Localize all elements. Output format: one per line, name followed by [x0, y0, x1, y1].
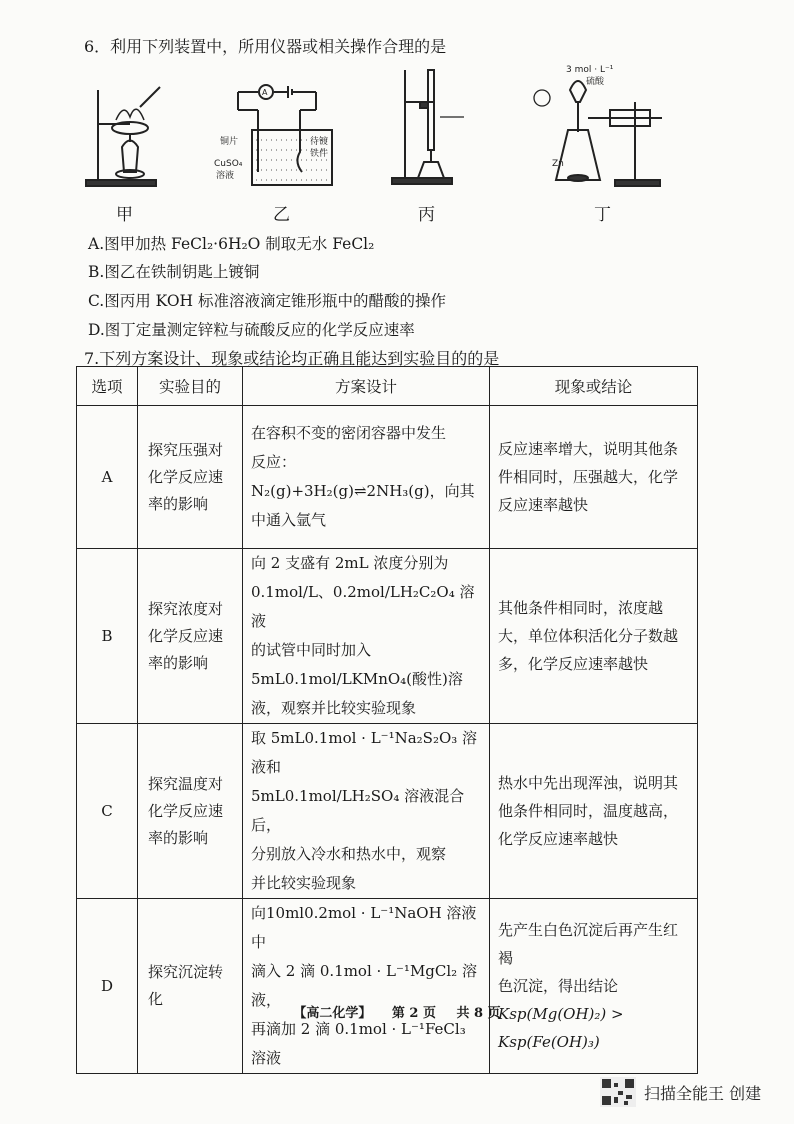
design-line: 向 2 支盛有 2mL 浓度分别为	[251, 554, 449, 572]
design-line: 再滴加 2 滴 0.1mol · L⁻¹FeCl₃ 溶液	[251, 1020, 466, 1067]
result-line: Ksp(Mg(OH)₂) > Ksp(Fe(OH)₃)	[498, 1005, 624, 1051]
label-plated: 待镀	[310, 137, 329, 147]
figure-yi-drawing	[238, 85, 332, 185]
table-row	[77, 899, 698, 1074]
figure-label-ding: 丁	[594, 205, 611, 225]
row-result: 其他条件相同时，浓度越大，单位体积活化分子数越多，化学反应速率越快	[490, 549, 698, 724]
table-row	[77, 724, 698, 899]
row-purpose: 探究浓度对化学反应速率的影响	[138, 549, 243, 724]
question-6-stem: 6．利用下列装置中，所用仪器或相关操作合理的是	[84, 37, 447, 56]
design-line: 反应：	[251, 453, 297, 471]
design-line: 的试管中同时加入	[251, 641, 372, 659]
row-result: 热水中先出现浑浊，说明其他条件相同时，温度越高，化学反应速率越快	[490, 724, 698, 899]
table-row	[77, 406, 698, 549]
design-line: 向10ml0.2mol · L⁻¹NaOH 溶液中	[251, 904, 477, 951]
table-row	[77, 549, 698, 724]
q7-table	[76, 366, 698, 1074]
design-line: 在容积不变的密闭容器中发生	[251, 424, 447, 442]
design-line: 分别放入冷水和热水中，观察	[251, 845, 447, 863]
label-cuso4: CuSO₄	[214, 159, 243, 169]
header-option: 选项	[77, 367, 138, 406]
page-footer	[0, 1002, 794, 1021]
apparatus-figures	[80, 62, 680, 222]
scanner-label: 扫描全能王 创建	[644, 1083, 762, 1103]
figure-label-jia: 甲	[116, 205, 133, 225]
table-header-row	[77, 367, 698, 406]
header-result: 现象或结论	[490, 367, 698, 406]
q6-option-a: A.图甲加热 FeCl₂·6H₂O 制取无水 FeCl₂	[88, 235, 375, 253]
design-line: 5mL0.1mol/LKMnO₄(酸性)溶	[251, 670, 463, 688]
label-copper: 铜片	[220, 137, 239, 147]
row-result: 反应速率增大，说明其他条件相同时，压强越大，化学反应速率越快	[490, 406, 698, 549]
result-line: 色沉淀，得出结论	[498, 977, 619, 995]
label-zn: Zn	[552, 159, 564, 169]
row-result	[490, 899, 698, 1074]
q6-option-b: B.图乙在铁制钥匙上镀铜	[88, 263, 260, 281]
header-purpose: 实验目的	[138, 367, 243, 406]
design-line: 并比较实验现象	[251, 874, 357, 892]
design-line: 滴入 2 滴 0.1mol · L⁻¹MgCl₂ 溶液，	[251, 962, 477, 1009]
label-ammeter: A	[262, 88, 268, 97]
result-line: 先产生白色沉淀后再产生红褐	[498, 921, 679, 967]
q6-option-d: D.图丁定量测定锌粒与硫酸反应的化学反应速率	[88, 321, 415, 339]
figure-label-bing: 丙	[418, 205, 435, 225]
footer-subject: 【高二化学】	[293, 1006, 372, 1021]
row-option: C	[77, 724, 138, 899]
figure-label-yi: 乙	[273, 205, 290, 225]
footer-total: 共 8 页	[456, 1006, 501, 1021]
design-line: 液，观察并比较实验现象	[251, 699, 417, 717]
design-line: 5mL0.1mol/LH₂SO₄ 溶液混合后，	[251, 787, 465, 834]
row-option: D	[77, 899, 138, 1074]
row-design	[243, 899, 490, 1074]
row-purpose: 探究温度对化学反应速率的影响	[138, 724, 243, 899]
design-line: 0.1mol/L、0.2mol/LH₂C₂O₄ 溶液	[251, 583, 475, 630]
row-option: B	[77, 549, 138, 724]
design-line: N₂(g)+3H₂(g)⇌2NH₃(g)，向其	[251, 482, 475, 500]
label-acid-conc: 3 mol · L⁻¹	[566, 65, 614, 75]
row-purpose: 探究沉淀转化	[138, 899, 243, 1074]
figure-ding-drawing	[534, 81, 662, 186]
label-acid: 硫酸	[586, 77, 605, 87]
figure-bing-drawing	[392, 70, 464, 184]
row-design	[243, 724, 490, 899]
q6-option-c: C.图丙用 KOH 标准溶液滴定锥形瓶中的醋酸的操作	[88, 292, 446, 310]
question-7-stem: 7.下列方案设计、现象或结论均正确且能达到实验目的的是	[84, 349, 500, 368]
scanner-watermark	[600, 1077, 761, 1107]
row-design	[243, 549, 490, 724]
figure-jia-drawing	[86, 87, 160, 186]
footer-page: 第 2 页	[391, 1006, 436, 1021]
design-line: 中通入氩气	[251, 511, 327, 529]
qr-code-icon	[600, 1077, 636, 1107]
label-solution: 溶液	[216, 171, 235, 181]
design-line: 取 5mL0.1mol · L⁻¹Na₂S₂O₃ 溶液和	[251, 729, 478, 776]
row-purpose: 探究压强对化学反应速率的影响	[138, 406, 243, 549]
row-option: A	[77, 406, 138, 549]
row-design	[243, 406, 490, 549]
label-iron: 铁件	[310, 149, 329, 159]
header-design: 方案设计	[243, 367, 490, 406]
